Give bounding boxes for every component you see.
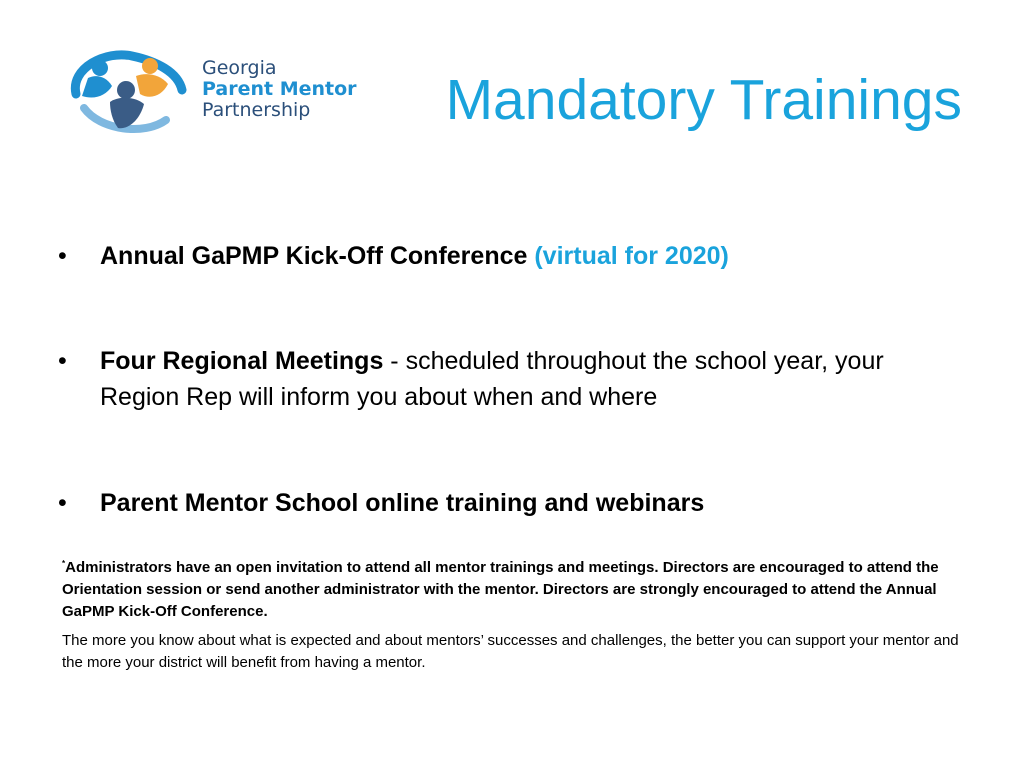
administrator-note bbox=[62, 553, 962, 623]
bullet-accent: (virtual for 2020) bbox=[534, 242, 729, 270]
logo-wordmark bbox=[202, 58, 357, 121]
people-circle-logo-icon bbox=[66, 46, 196, 138]
support-paragraph: The more you know about what is expected and about mentors’ successes and challenges, the better you can support your mentor and the more your district will benefit from having a mentor. bbox=[62, 632, 959, 671]
bullet-description: - scheduled throughout the school year, your Region Rep will inform you about when and where bbox=[100, 347, 884, 411]
bullet-heading: Parent Mentor School online training and webinars bbox=[100, 489, 705, 517]
note-text: Administrators have an open invitation to attend all mentor trainings and meetings. Directors are encouraged to attend the Orientation session or send another administrator with the mentor. Directors are strongly encouraged to attend the Annual GaPMP Kick-Off Conference. bbox=[62, 559, 939, 620]
note-marker: * bbox=[62, 559, 66, 568]
slide-title: Mandatory Trainings bbox=[445, 68, 962, 132]
bullet-heading: Annual GaPMP Kick-Off Conference bbox=[100, 242, 528, 270]
bullet-regional-meetings bbox=[58, 343, 958, 415]
bullet-point: • bbox=[58, 347, 67, 375]
bullet-point: • bbox=[58, 242, 67, 270]
logo-line-partnership: Partnership bbox=[202, 99, 311, 121]
bullet-point: • bbox=[58, 489, 67, 517]
organization-logo bbox=[66, 46, 357, 138]
bullet-online-training bbox=[58, 485, 958, 521]
bullet-heading: Four Regional Meetings bbox=[100, 347, 384, 375]
logo-line-georgia: Georgia bbox=[202, 57, 277, 79]
bullet-kickoff-conference bbox=[58, 238, 958, 274]
logo-line-parent-mentor: Parent Mentor bbox=[202, 78, 357, 100]
